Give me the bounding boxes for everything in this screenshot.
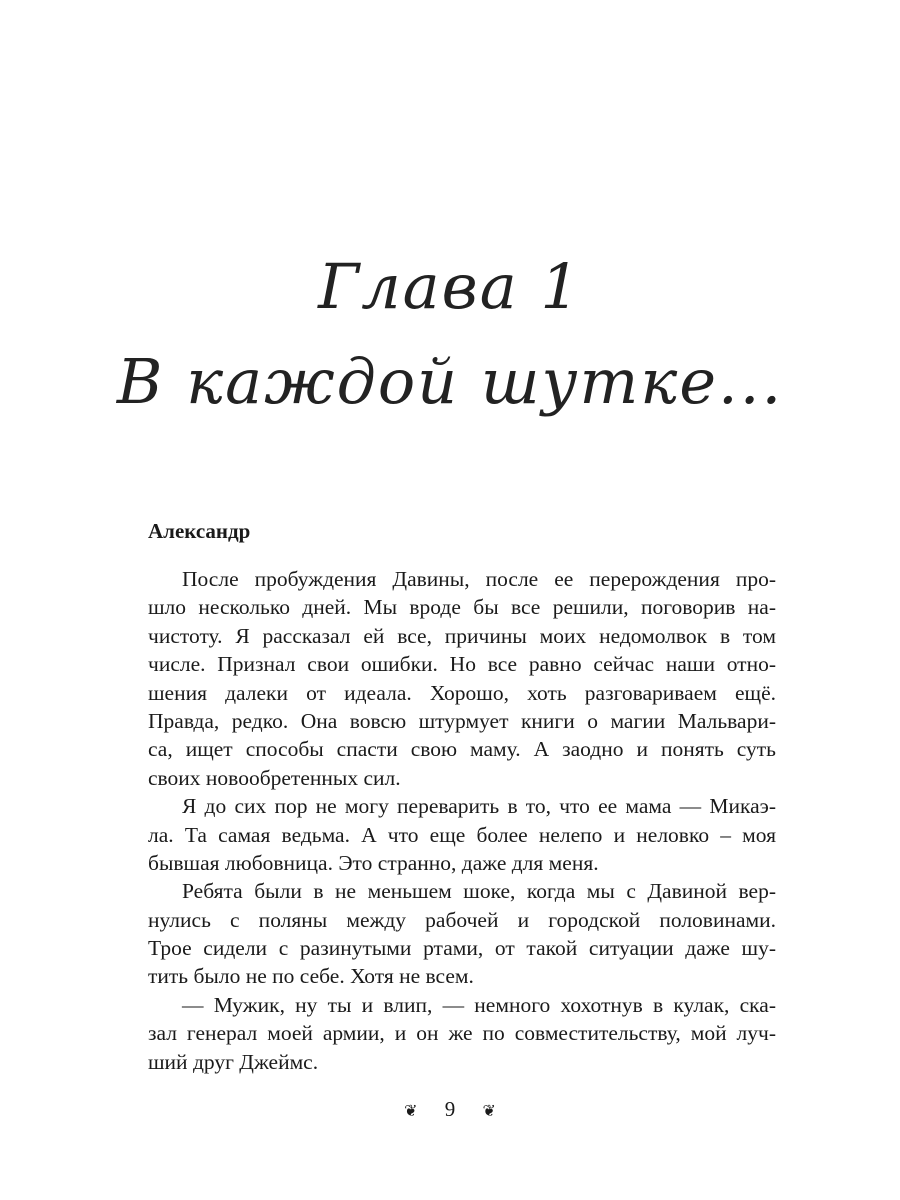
chapter-number: Глава 1 [318, 250, 582, 323]
text-line: шения далеки от идеала. Хорошо, хоть разговариваем ещё. [148, 680, 776, 705]
text-line: Ребята были в не меньшем шоке, когда мы с Давиной вер- [182, 879, 776, 904]
text-line: чистоту. Я рассказал ей все, причины моих недомолвок в том [148, 623, 776, 648]
narrator-heading: Александр [148, 519, 251, 543]
text-line: Правда, редко. Она вовсю штурмует книги о магии Мальвари- [148, 708, 776, 733]
text-line: ла. Та самая ведьма. А что еще более нелепо и неловко – моя [148, 822, 776, 847]
page-number: 9 [444, 1097, 456, 1121]
text-line: После пробуждения Давины, после ее перерождения про- [182, 567, 776, 591]
text-line: Я до сих пор не могу переварить в то, что ее мама — Микаэ- [182, 794, 776, 819]
text-line: зал генерал моей армии, и он же по совместительству, мой луч- [148, 1021, 776, 1046]
text-line: бывшая любовница. Это странно, даже для меня. [148, 850, 599, 875]
text-line: своих новообретенных сил. [148, 765, 401, 790]
text-line: тить было не по себе. Хотя не всем. [148, 964, 474, 989]
chapter-title: В каждой шутке... [116, 345, 784, 418]
text-line: са, ищет способы спасти свою маму. А заодно и понять суть [148, 737, 776, 762]
text-line: — Мужик, ну ты и влип, — немного хохотнув в кулак, ска- [182, 992, 776, 1017]
text-line: шло несколько дней. Мы вроде бы все решили, поговорив на- [148, 595, 776, 620]
ornament-icon: ❦ [404, 1103, 418, 1121]
text-line: числе. Признал свои ошибки. Но все равно сейчас наши отно- [148, 652, 776, 677]
text-line: ший друг Джеймс. [148, 1049, 319, 1074]
text-line: Трое сидели с разинутыми ртами, от такой ситуации даже шу- [148, 936, 776, 961]
body-text [148, 565, 776, 1076]
page-footer [0, 1097, 900, 1122]
ornament-icon: ❦ [482, 1103, 496, 1121]
text-line: нулись с поляны между рабочей и городской половинами. [148, 907, 776, 932]
